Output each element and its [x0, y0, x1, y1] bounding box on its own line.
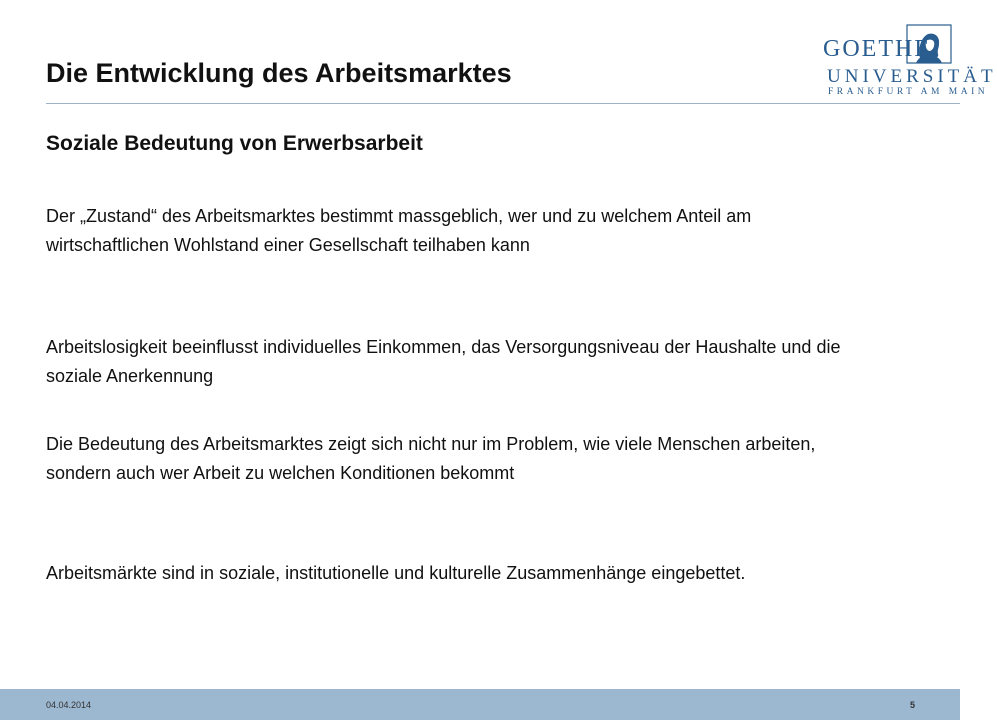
slide-subtitle: Soziale Bedeutung von Erwerbsarbeit — [46, 132, 423, 155]
logo-frankfurt-text: FRANKFURT AM MAIN — [828, 87, 989, 97]
slide-title: Die Entwicklung des Arbeitsmarktes — [46, 58, 512, 88]
footer-bar — [0, 689, 960, 720]
logo-universitaet-text: UNIVERSITÄT — [827, 66, 997, 87]
paragraph-arbeitsmaerkte: Arbeitsmärkte sind in soziale, institutionelle und kulturelle Zusammenhänge eingebettet. — [46, 563, 746, 583]
university-logo — [815, 22, 997, 100]
paragraph-zustand: Der „Zustand“ des Arbeitsmarktes bestimmt massgeblich, wer und zu welchem Anteil am wirtschaftlichen Wohlstand einer Gesellschaft teilhaben kann — [46, 206, 752, 255]
paragraph-bedeutung: Die Bedeutung des Arbeitsmarktes zeigt sich nicht nur im Problem, wie viele Menschen arbeiten, sondern auch wer Arbeit zu welchen Konditionen bekommt — [46, 434, 816, 483]
page-number: 5 — [909, 700, 915, 710]
footer-date: 04.04.2014 — [46, 700, 92, 710]
paragraph-arbeitslosigkeit: Arbeitslosigkeit beeinflusst individuelles Einkommen, das Versorgungsniveau der Haushalte und die soziale Anerkennung — [46, 337, 841, 386]
logo-goethe-text: GOETHE — [823, 36, 931, 62]
title-divider — [46, 103, 960, 104]
